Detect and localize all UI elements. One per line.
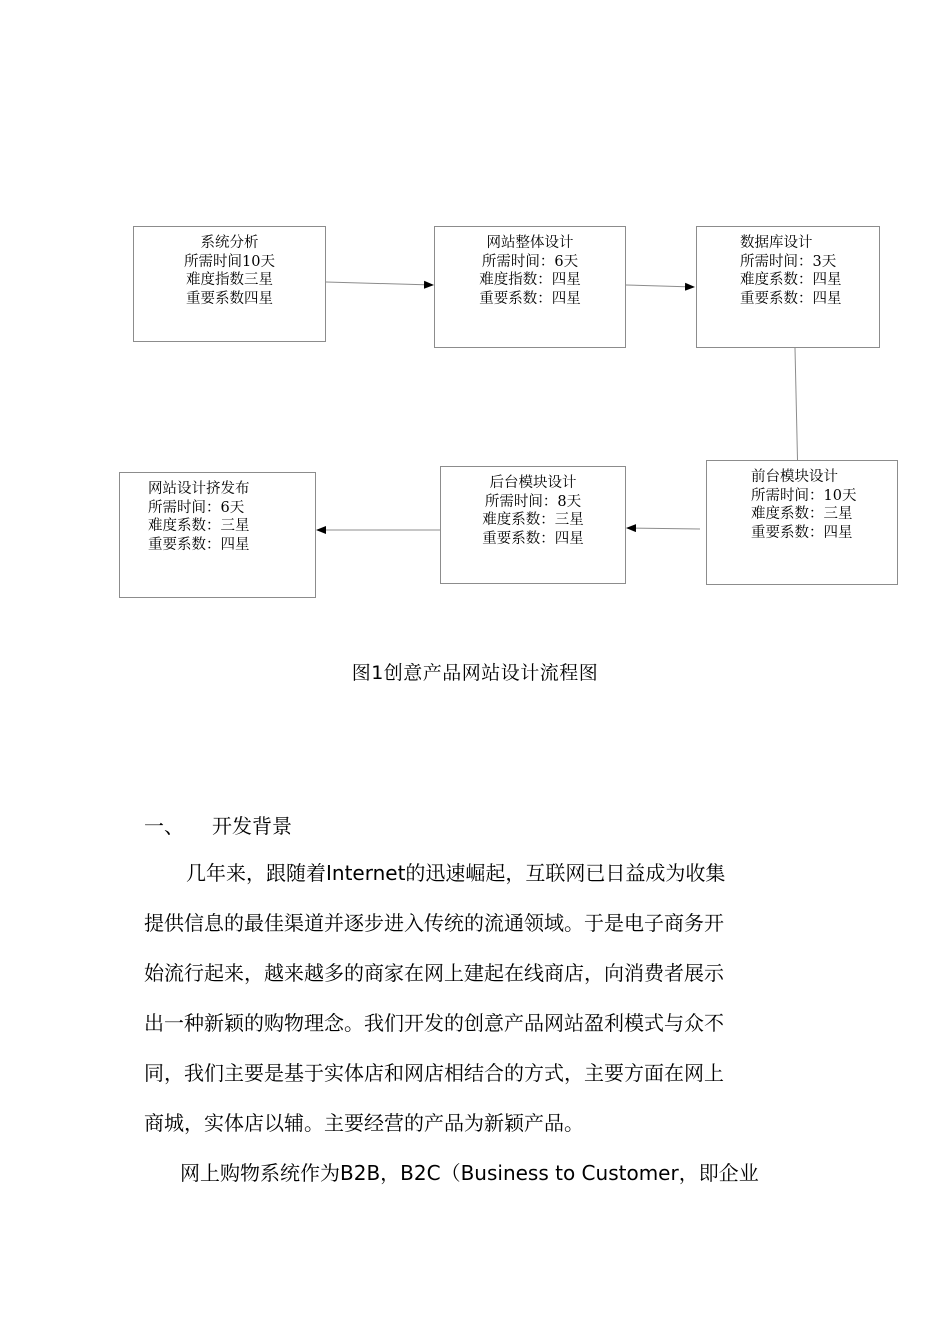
box-importance: 重要系数四星 xyxy=(186,290,273,307)
box-difficulty: 难度系数：三星 xyxy=(751,506,853,522)
box-difficulty: 难度系数：三星 xyxy=(148,518,250,534)
paragraph-line: 同，我们主要是基于实体店和网店相结合的方式，主要方面在网上 xyxy=(144,1061,724,1085)
box-importance: 重要系数：四星 xyxy=(751,524,853,541)
box-difficulty: 难度指数三星 xyxy=(186,272,273,288)
flow-box-backend-module-design xyxy=(440,466,626,584)
box-importance: 重要系数：四星 xyxy=(148,536,250,553)
box-title: 网站整体设计 xyxy=(486,235,574,251)
box-difficulty: 难度系数：四星 xyxy=(740,272,842,288)
box-time: 所需时间：6天 xyxy=(481,253,579,270)
section-heading xyxy=(144,810,292,839)
paragraph-line: 始流行起来，越来越多的商家在网上建起在线商店，向消费者展示 xyxy=(144,961,724,985)
arrow-overall-to-database xyxy=(626,285,694,287)
figure-caption: 图1创意产品网站设计流程图 xyxy=(351,662,599,684)
box-title: 后台模块设计 xyxy=(489,475,577,491)
box-difficulty: 难度指数：四星 xyxy=(479,272,581,288)
paragraph-line: 出一种新颖的购物理念。我们开发的创意产品网站盈利模式与众不 xyxy=(144,1011,724,1035)
flow-box-site-overall-design xyxy=(434,226,626,348)
paragraph-line: 提供信息的最佳渠道并逐步进入传统的流通领域。于是电子商务开 xyxy=(144,911,724,935)
box-title: 系统分析 xyxy=(200,235,259,251)
box-importance: 重要系数：四星 xyxy=(479,290,581,307)
flow-box-frontend-module-design xyxy=(706,460,898,585)
box-importance: 重要系数：四星 xyxy=(482,530,584,547)
paragraph-2 xyxy=(144,1148,814,1198)
flowchart xyxy=(0,0,950,620)
box-time: 所需时间：3天 xyxy=(740,253,837,270)
box-time: 所需时间：6天 xyxy=(148,499,245,516)
flow-box-system-analysis xyxy=(133,226,326,342)
paragraph-line: 商城，实体店以辅。主要经营的产品为新颖产品。 xyxy=(144,1111,584,1135)
paragraph-line: 几年来，跟随着Internet的迅速崛起，互联网已日益成为收集 xyxy=(186,861,726,885)
section-number: 一、 xyxy=(144,814,184,838)
paragraph-line: 网上购物系统作为B2B，B2C（Business to Customer，即企业 xyxy=(180,1161,759,1185)
arrow-frontend-to-backend xyxy=(627,528,700,529)
box-importance: 重要系数：四星 xyxy=(740,290,842,307)
box-time: 所需时间：10天 xyxy=(751,487,857,504)
arrow-analysis-to-overall xyxy=(326,282,433,285)
box-difficulty: 难度系数：三星 xyxy=(482,512,584,528)
box-title: 数据库设计 xyxy=(740,235,813,251)
paragraph-1 xyxy=(144,848,814,1148)
box-time: 所需时间：8天 xyxy=(484,493,582,510)
flow-box-site-design-publish xyxy=(119,472,316,598)
box-title: 网站设计挤发布 xyxy=(148,481,250,497)
box-time: 所需时间10天 xyxy=(184,253,275,270)
box-title: 前台模块设计 xyxy=(751,469,838,485)
flow-box-database-design xyxy=(696,226,880,348)
section-title: 开发背景 xyxy=(212,814,292,838)
